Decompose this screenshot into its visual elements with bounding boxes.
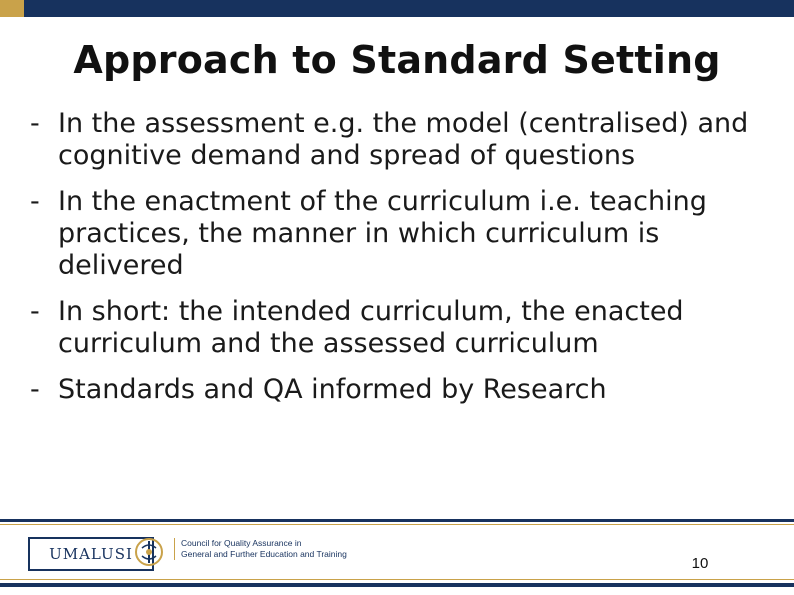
council-line-2: General and Further Education and Training bbox=[181, 549, 347, 559]
council-line-1: Council for Quality Assurance in bbox=[181, 538, 302, 548]
footer-divider-navy bbox=[0, 519, 794, 522]
footer-divider-gold bbox=[0, 524, 794, 525]
page-number: 10 bbox=[691, 555, 709, 572]
bullet-item bbox=[30, 374, 770, 406]
bullet-text: In short: the intended curriculum, the enacted curriculum and the assessed curriculum bbox=[58, 296, 684, 359]
top-banner-accent bbox=[0, 0, 24, 17]
bullet-text: In the enactment of the curriculum i.e. teaching practices, the manner in which curriculum is delivered bbox=[58, 186, 707, 281]
bullet-text: Standards and QA informed by Research bbox=[58, 374, 607, 405]
slide-title: Approach to Standard Setting bbox=[73, 38, 721, 82]
bullet-item bbox=[30, 296, 770, 360]
bullet-list bbox=[30, 108, 770, 420]
council-name bbox=[174, 538, 381, 560]
footer-bottom-gold bbox=[0, 579, 794, 580]
bullet-marker: - bbox=[30, 186, 40, 217]
bullet-text: In the assessment e.g. the model (centralised) and cognitive demand and spread of questions bbox=[58, 108, 749, 171]
bullet-item bbox=[30, 108, 770, 172]
bullet-marker: - bbox=[30, 374, 40, 405]
footer-bottom-navy bbox=[0, 583, 794, 587]
bullet-marker: - bbox=[30, 296, 40, 327]
top-banner bbox=[0, 0, 794, 17]
umalusi-logo: UMALUSI bbox=[28, 537, 154, 571]
bullet-item bbox=[30, 186, 770, 282]
bullet-marker: - bbox=[30, 108, 40, 139]
umalusi-emblem-icon bbox=[132, 532, 166, 574]
